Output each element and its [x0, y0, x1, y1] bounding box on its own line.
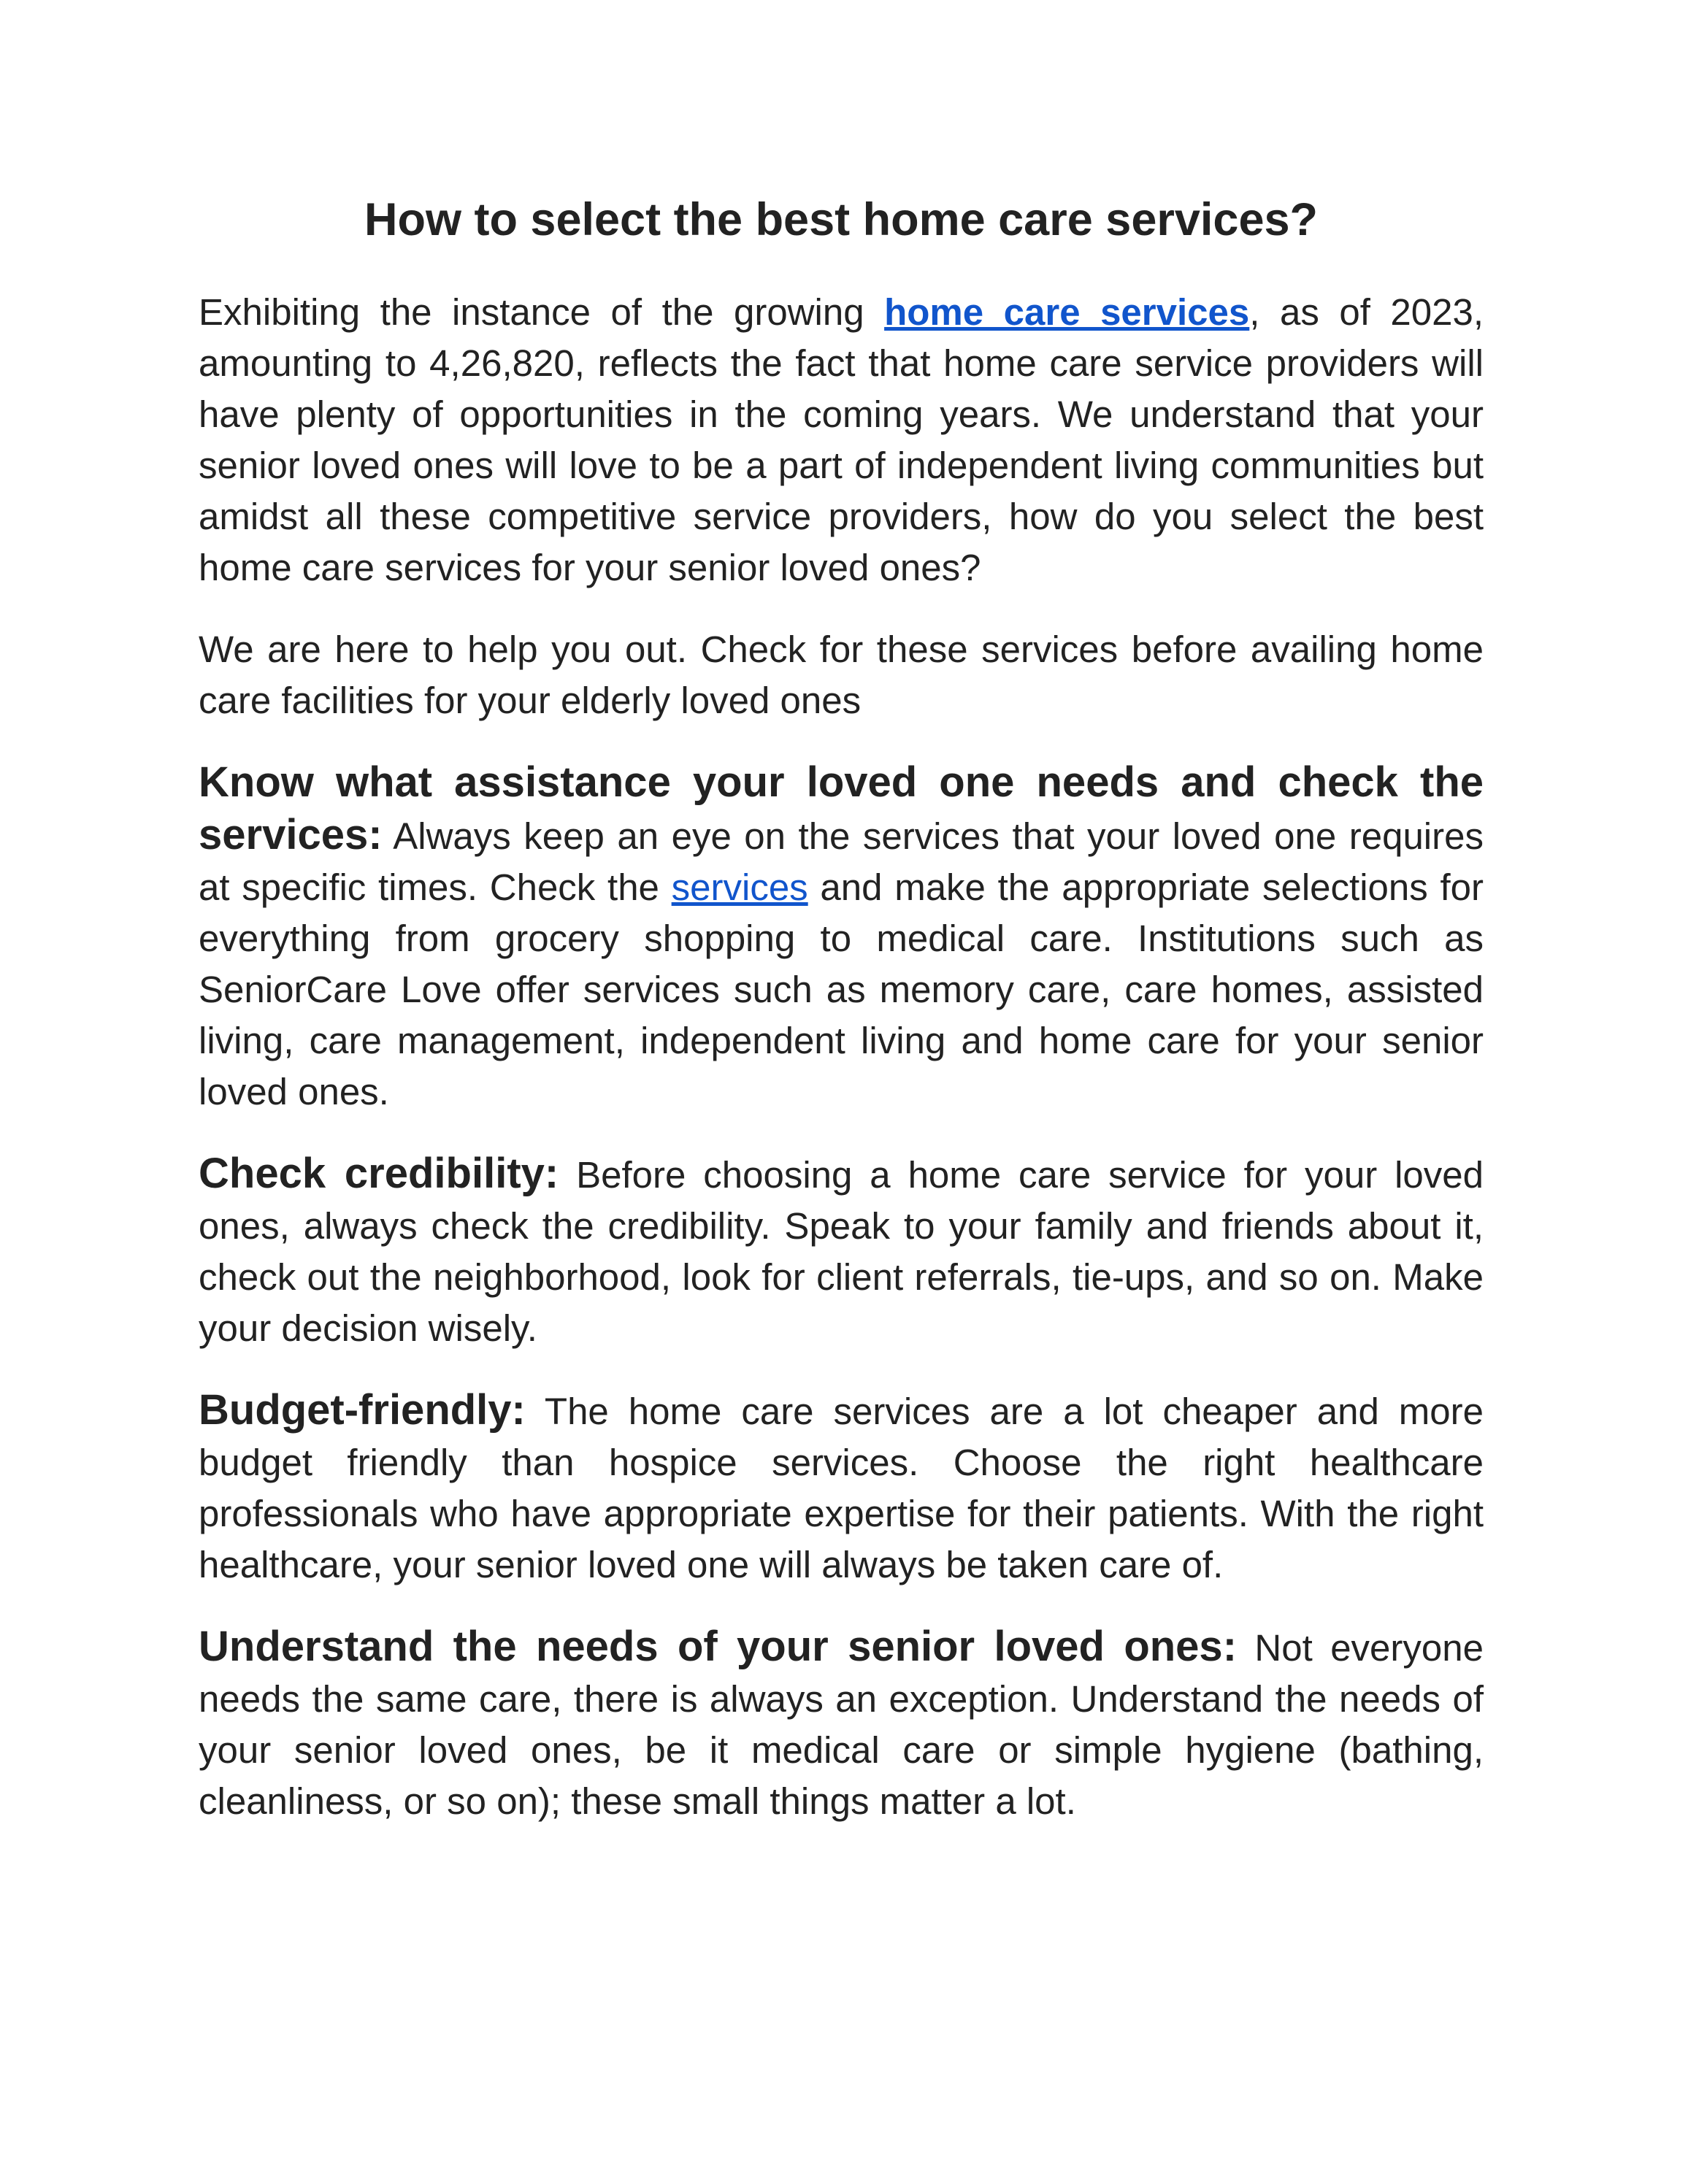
intro-paragraph: [199, 287, 1484, 593]
section-heading-assistance: Know what assistance your loved one needs and check the services:: [199, 758, 1484, 858]
section-text-budget: The home care services are a lot cheaper and more budget friendly than hospice services. Choose the right healthcare professionals who have appropriate expertise for their patients. With the right healthcare, your senior loved one will always be taken care of.: [199, 1390, 1484, 1585]
section-text-credibility: Before choosing a home care service for your loved ones, always check the credibility. Speak to your family and friends about it, check out the neighborhood, look for client referrals, tie-ups, and so on. Make your decision wisely.: [199, 1153, 1484, 1349]
section-heading-needs: Understand the needs of your senior loved ones:: [199, 1622, 1238, 1670]
section-credibility: [199, 1148, 1484, 1354]
section-needs: [199, 1621, 1484, 1827]
section-budget: [199, 1385, 1484, 1591]
page-title: How to select the best home care services?: [364, 194, 1319, 245]
home-care-services-link[interactable]: home care services: [884, 291, 1250, 333]
section-heading-budget: Budget-friendly:: [199, 1385, 526, 1434]
intro-text-start: Exhibiting the instance of the growing: [199, 291, 885, 333]
document-page: [199, 191, 1484, 1858]
help-paragraph: We are here to help you out. Check for these services before availing home care facilities for your elderly loved ones: [199, 628, 1484, 721]
section-heading-credibility: Check credibility:: [199, 1149, 559, 1197]
services-link[interactable]: services: [671, 866, 808, 908]
intro-text-end: , as of 2023, amounting to 4,26,820, reflects the fact that home care service providers will have plenty of opportunities in the coming years. We understand that your senior loved ones will love to be a part of independent living communities but amidst all these competitive service providers, how do you select the best home care services for your senior loved ones?: [199, 291, 1484, 588]
section-text-needs: Not everyone needs the same care, there is always an exception. Understand the needs of your senior loved ones, be it medical care or simple hygiene (bathing, cleanliness, or so on); these small things matter a lot.: [199, 1626, 1484, 1822]
section-text-assistance-end: and make the appropriate selections for everything from grocery shopping to medical care. Institutions such as SeniorCare Love offer services such as memory care, care homes, assisted living, care management, independent living and home care for your senior loved ones.: [199, 866, 1484, 1112]
section-assistance: [199, 757, 1484, 1118]
section-text-assistance-start: Always keep an eye on the services that your loved one requires at specific times. Check the: [199, 815, 1484, 908]
